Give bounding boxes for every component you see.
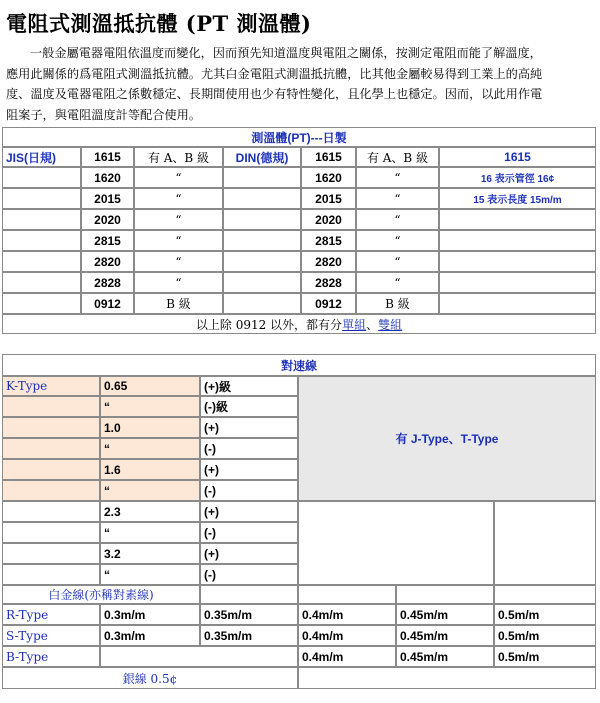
empty-cell: [223, 188, 301, 209]
jis-model: 0912: [81, 293, 134, 314]
k-type-label: K-Type: [2, 376, 100, 396]
din-grade: B 級: [356, 293, 439, 314]
din-model: 2815: [301, 230, 356, 251]
jis-model: 2820: [81, 251, 134, 272]
empty-cell: [200, 585, 298, 604]
wire-polarity: (-): [200, 438, 298, 459]
wire-polarity: (-): [200, 480, 298, 501]
wire-diameter: 0.5m/m: [494, 625, 596, 646]
wire-table-heading: 對速線: [2, 354, 596, 376]
footer-text: 以上除 0912 以外，都有分: [195, 317, 343, 332]
din-model: 2015: [301, 188, 356, 209]
wire-diameter: 0.3m/m: [100, 604, 200, 625]
r-type-label: R-Type: [2, 604, 100, 625]
wire-diameter: 0.3m/m: [100, 625, 200, 646]
empty-cell: [439, 293, 596, 314]
empty-cell: [223, 230, 301, 251]
empty-cell: [2, 501, 100, 522]
empty-cell: [2, 209, 81, 230]
empty-cell: [2, 543, 100, 564]
paragraph-line: 度、溫度及電器電阻之係數穩定、長期間使用也少有特性變化，且化學上也穩定。因而，以此用作電: [6, 87, 543, 101]
wire-polarity: (+)級: [200, 376, 298, 396]
wire-size: “: [100, 480, 200, 501]
empty-cell: [2, 396, 100, 417]
jis-model: 1620: [81, 167, 134, 188]
empty-cell: [2, 272, 81, 293]
empty-cell: [2, 230, 81, 251]
empty-cell: [439, 272, 596, 293]
din-model: 1615: [301, 147, 356, 167]
platinum-heading: 白金線(亦稱對素線): [2, 585, 200, 604]
din-grade: “: [356, 188, 439, 209]
jis-model: 1615: [81, 147, 134, 167]
pt-table-footer: [2, 314, 596, 334]
din-label: DIN(德規): [223, 147, 301, 167]
note-cell: 15 表示長度 15m/m: [439, 188, 596, 209]
wire-diameter: 0.4m/m: [298, 625, 396, 646]
wire-size: 1.6: [100, 459, 200, 480]
wire-size: 3.2: [100, 543, 200, 564]
jis-grade: 有 A、B 級: [134, 147, 223, 167]
wire-diameter: [100, 646, 298, 667]
wire-size: 2.3: [100, 501, 200, 522]
note-cell: 16 表示管徑 16¢: [439, 167, 596, 188]
wire-polarity: (-): [200, 564, 298, 585]
wire-diameter: 0.45m/m: [396, 625, 494, 646]
wire-diameter: 0.5m/m: [494, 604, 596, 625]
wire-diameter: 0.4m/m: [298, 604, 396, 625]
jis-grade: “: [134, 167, 223, 188]
wire-polarity: (+): [200, 459, 298, 480]
empty-cell: [494, 501, 596, 585]
jis-label: JIS(日規): [2, 147, 81, 167]
wire-size: “: [100, 522, 200, 543]
din-grade: “: [356, 230, 439, 251]
wire-diameter: 0.5m/m: [494, 646, 596, 667]
empty-cell: [2, 188, 81, 209]
din-grade: “: [356, 251, 439, 272]
jis-grade: “: [134, 188, 223, 209]
empty-cell: [2, 564, 100, 585]
double-group-link[interactable]: 雙組: [378, 317, 403, 332]
wire-size: “: [100, 564, 200, 585]
empty-cell: [2, 167, 81, 188]
din-grade: “: [356, 209, 439, 230]
empty-cell: [298, 667, 596, 689]
single-group-link[interactable]: 單組: [342, 317, 367, 332]
jis-model: 2020: [81, 209, 134, 230]
jis-model: 2015: [81, 188, 134, 209]
empty-cell: [2, 480, 100, 501]
empty-cell: [439, 209, 596, 230]
empty-cell: [439, 230, 596, 251]
empty-cell: [439, 251, 596, 272]
empty-cell: [298, 585, 396, 604]
din-model: 2820: [301, 251, 356, 272]
jt-type-note: 有 J-Type、T-Type: [298, 376, 596, 501]
wire-polarity: (-): [200, 522, 298, 543]
wire-diameter: 0.4m/m: [298, 646, 396, 667]
empty-cell: [2, 438, 100, 459]
jis-grade: “: [134, 209, 223, 230]
empty-cell: [2, 522, 100, 543]
wire-size: “: [100, 438, 200, 459]
din-model: 0912: [301, 293, 356, 314]
empty-cell: [223, 167, 301, 188]
pt-table-heading: 測溫體(PT)---日製: [2, 127, 596, 147]
intro-paragraph: [6, 43, 596, 125]
footer-separator: 、: [366, 317, 379, 332]
paragraph-line: 阻案子，與電阻溫度計等配合使用。: [6, 107, 201, 122]
wire-diameter: 0.45m/m: [396, 646, 494, 667]
silver-wire: 銀線 0.5¢: [2, 667, 298, 689]
din-grade: “: [356, 272, 439, 293]
jis-grade: “: [134, 272, 223, 293]
note-cell: 1615: [439, 147, 596, 167]
wire-polarity: (+): [200, 543, 298, 564]
empty-cell: [223, 272, 301, 293]
wire-size: “: [100, 396, 200, 417]
paragraph-line: 應用此關係的爲電阻式測溫抵抗體。尤其白金電阻式測溫抵抗體，比其他金屬較易得到工業上的高純: [6, 66, 543, 81]
b-type-label: B-Type: [2, 646, 100, 667]
paragraph-line: 一般金屬電器電阻依溫度而變化，因而預先知道溫度與電阻之關係，按測定電阻而能了解溫度，: [30, 46, 542, 60]
s-type-label: S-Type: [2, 625, 100, 646]
empty-cell: [494, 585, 596, 604]
wire-polarity: (-)級: [200, 396, 298, 417]
wire-polarity: (+): [200, 501, 298, 522]
din-grade: 有 A、B 級: [356, 147, 439, 167]
jis-grade: “: [134, 230, 223, 251]
din-model: 1620: [301, 167, 356, 188]
din-grade: “: [356, 167, 439, 188]
empty-cell: [2, 293, 81, 314]
wire-diameter: 0.35m/m: [200, 625, 298, 646]
jis-model: 2828: [81, 272, 134, 293]
empty-cell: [223, 293, 301, 314]
empty-cell: [396, 585, 494, 604]
jis-model: 2815: [81, 230, 134, 251]
din-model: 2828: [301, 272, 356, 293]
wire-diameter: 0.45m/m: [396, 604, 494, 625]
empty-cell: [223, 251, 301, 272]
jis-grade: B 級: [134, 293, 223, 314]
empty-cell: [2, 417, 100, 438]
din-model: 2020: [301, 209, 356, 230]
empty-cell: [2, 251, 81, 272]
wire-size: 0.65: [100, 376, 200, 396]
empty-cell: [2, 459, 100, 480]
wire-diameter: 0.35m/m: [200, 604, 298, 625]
wire-size: 1.0: [100, 417, 200, 438]
page-title: 電阻式測溫抵抗體 (PT 測溫體): [6, 11, 312, 36]
empty-cell: [298, 501, 494, 585]
wire-polarity: (+): [200, 417, 298, 438]
jis-grade: “: [134, 251, 223, 272]
empty-cell: [223, 209, 301, 230]
